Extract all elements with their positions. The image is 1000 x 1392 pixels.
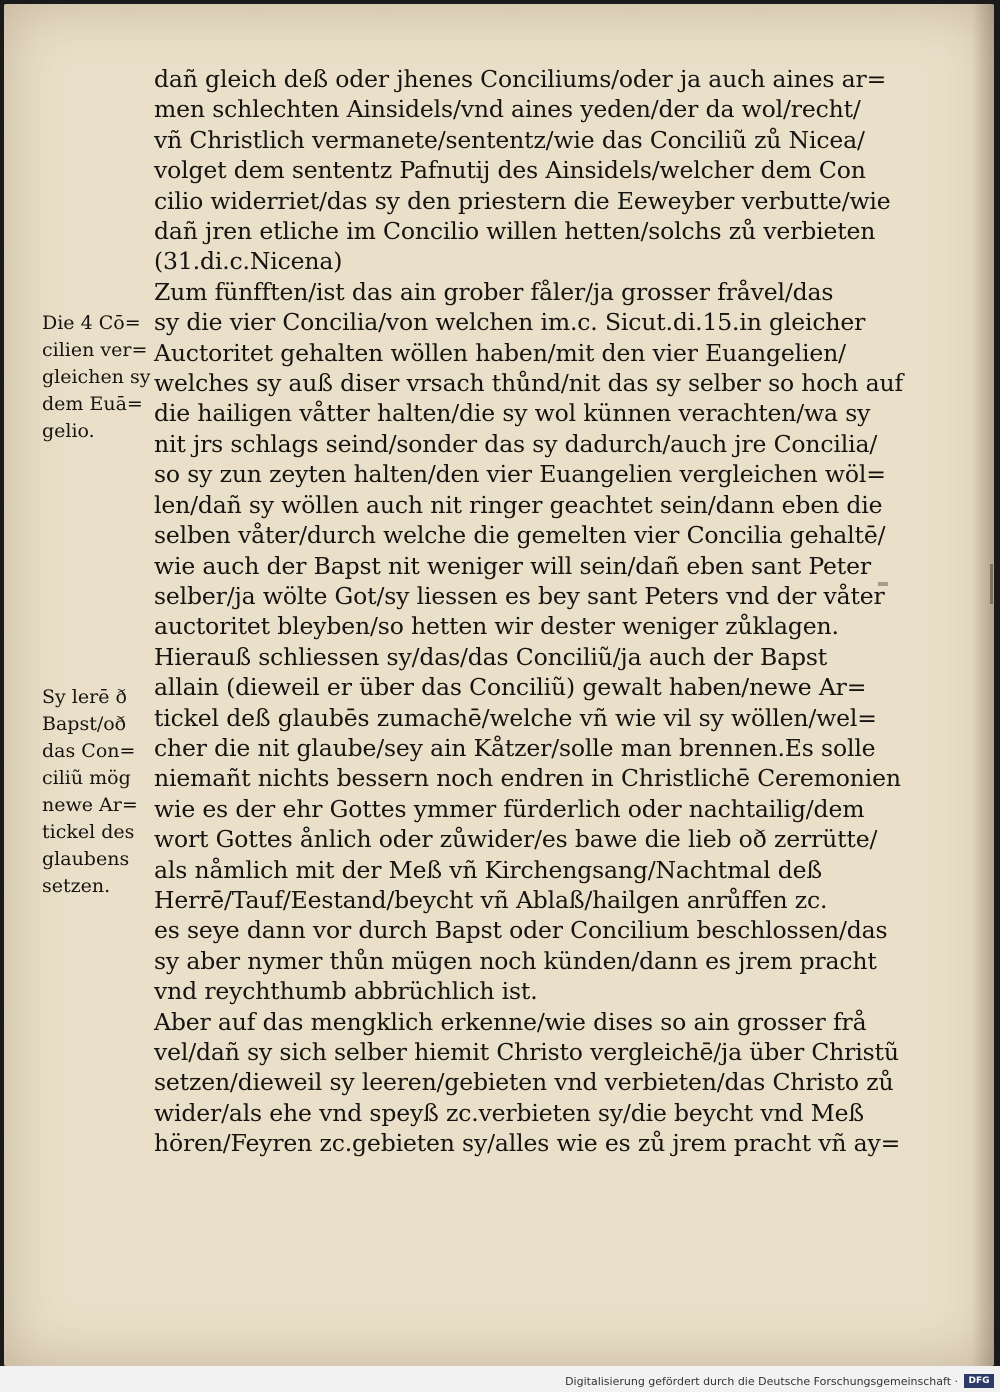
text-line: es seye dann vor durch Bapst oder Concilium beschlossen/das — [154, 916, 888, 945]
margin-note-line: gelio. — [42, 420, 95, 442]
text-line: allain (dieweil er über das Conciliũ) gewalt haben/newe Ar= — [154, 673, 867, 702]
text-line: niemañt nichts bessern noch endren in Christlichē Ceremonien — [154, 764, 901, 793]
text-line: hören/Feyren zc.gebieten sy/alles wie es zů jrem pracht vñ ay= — [154, 1129, 901, 1158]
margin-note-articles — [42, 684, 154, 900]
text-line: so sy zun zeyten halten/den vier Euangelien vergleichen wöl= — [154, 460, 886, 489]
margin-note-line: glaubens — [42, 848, 130, 870]
footer-bar — [0, 1366, 1000, 1392]
text-line: dañ jren etliche im Concilio willen hetten/solchs zů verbieten — [154, 217, 876, 246]
dfg-logo-icon: DFG — [964, 1374, 994, 1388]
margin-note-line: Bapst/oð — [42, 713, 127, 735]
margin-note-line: setzen. — [42, 875, 111, 897]
margin-note-line: das Con= — [42, 740, 136, 762]
text-line: tickel deß glaubēs zumachē/welche vñ wie vil sy wöllen/wel= — [154, 703, 877, 732]
text-line: wider/als ehe vnd speyß zc.verbieten sy/die beycht vnd Meß — [154, 1098, 864, 1127]
text-line: vel/dañ sy sich selber hiemit Christo vergleichē/ja über Christũ — [154, 1038, 899, 1066]
margin-note-line: ciliũ mög — [42, 767, 131, 789]
text-line: sy aber nymer thůn mügen noch künden/dann es jrem pracht — [154, 946, 877, 975]
text-line: men schlechten Ainsidels/vnd aines yeden/der da wol/recht/ — [154, 95, 861, 124]
text-line: auctoritet bleyben/so hetten wir dester weniger zůklagen. — [154, 612, 839, 641]
text-line: cher die nit glaube/sey ain Kåtzer/solle man brennen.Es solle — [154, 733, 876, 762]
text-line: cilio widerriet/das sy den priestern die Eeweyber verbutte/wie — [154, 186, 891, 215]
margin-note-line: newe Ar= — [42, 794, 138, 816]
text-line: die hailigen våtter halten/die sy wol künnen verachten/wa sy — [154, 399, 871, 428]
text-line: wie auch der Bapst nit weniger will sein/dañ eben sant Peter — [154, 551, 871, 580]
text-line: volget dem sententz Pafnutij des Ainsidels/welcher dem Con — [154, 156, 866, 185]
pencil-mark — [990, 564, 993, 604]
text-line: wort Gottes ånlich oder zůwider/es bawe die lieb oð zerrütte/ — [154, 825, 878, 854]
text-line: Zum fünfften/ist das ain grober fåler/ja grosser fråvel/das — [154, 277, 834, 306]
text-line: Herrē/Tauf/Eestand/beycht vñ Ablaß/hailgen anrůffen zc. — [154, 885, 828, 914]
margin-note-line: tickel des — [42, 821, 135, 843]
margin-note-councils — [42, 310, 154, 445]
text-line: vñ Christlich vermanete/sententz/wie das Conciliũ zů Nicea/ — [154, 125, 865, 154]
main-text-block — [154, 64, 906, 1159]
margin-note-line: Die 4 Cō= — [42, 312, 141, 334]
text-line: (31.di.c.Nicena) — [154, 247, 343, 276]
margin-note-line: Sy lerē ð — [42, 686, 127, 708]
margin-note-line: gleichen sy — [42, 366, 151, 388]
margin-note-line: cilien ver= — [42, 339, 148, 361]
text-line: vnd reychthumb abbrüchlich ist. — [154, 977, 538, 1006]
text-line: Aber auf das mengklich erkenne/wie dises so ain grosser frå — [154, 1007, 867, 1036]
text-line: sy die vier Concilia/von welchen im.c. Sicut.di.15.in gleicher — [154, 308, 866, 337]
text-line: selben våter/durch welche die gemelten vier Concilia gehaltē/ — [154, 521, 886, 550]
text-line: selber/ja wölte Got/sy liessen es bey sant Peters vnd der våter — [154, 581, 885, 610]
text-line: Hierauß schliessen sy/das/das Conciliũ/ja auch der Bapst — [154, 642, 828, 671]
text-line: nit jrs schlags seind/sonder das sy dadurch/auch jre Concilia/ — [154, 429, 878, 458]
text-line: als nåmlich mit der Meß vñ Kirchengsang/Nachtmal deß — [154, 855, 822, 884]
page-scan — [4, 4, 994, 1366]
text-line: Auctoritet gehalten wöllen haben/mit den vier Euangelien/ — [154, 338, 846, 367]
text-line: wie es der ehr Gottes ymmer fürderlich oder nachtailig/dem — [154, 794, 865, 823]
text-line: welches sy auß diser vrsach thůnd/nit das sy selber so hoch auf — [154, 369, 903, 398]
text-line: len/dañ sy wöllen auch nit ringer geachtet sein/dann eben die — [154, 490, 883, 519]
footer-credit: Digitalisierung gefördert durch die Deutsche Forschungsgemeinschaft · — [565, 1375, 958, 1388]
text-line: setzen/dieweil sy leeren/gebieten vnd verbieten/das Christo zů — [154, 1068, 894, 1097]
margin-note-line: dem Euā= — [42, 393, 143, 415]
ink-blot — [878, 582, 888, 586]
text-line: dañ gleich deß oder jhenes Conciliums/oder ja auch aines ar= — [154, 65, 887, 93]
